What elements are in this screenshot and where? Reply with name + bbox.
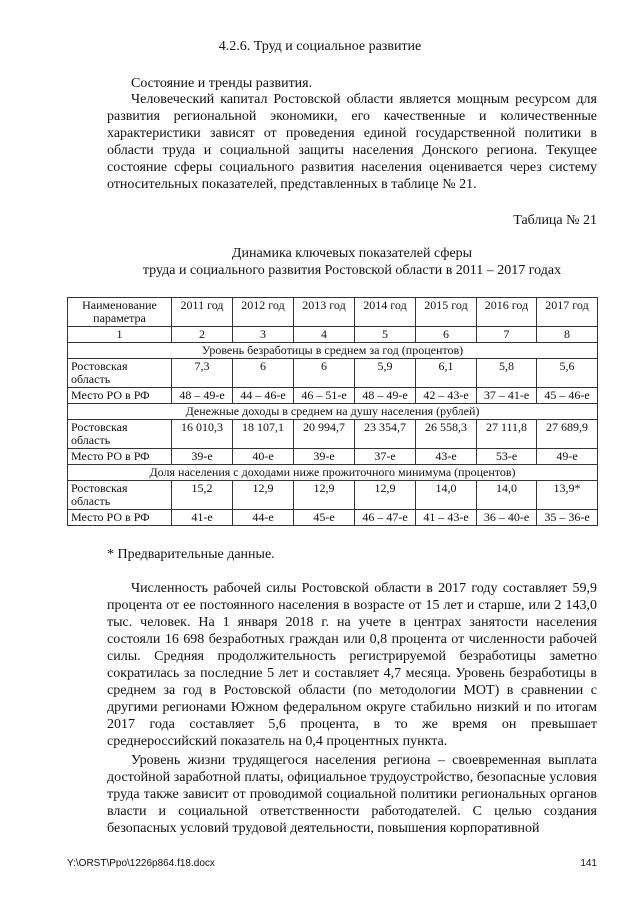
value-cell: 48 – 49-е (355, 388, 416, 404)
intro-line-text: Состояние и тренды развития. (131, 76, 313, 91)
section-title: Уровень безработицы в среднем за год (процентов) (68, 343, 598, 359)
value-cell: 45-е (294, 510, 355, 526)
paragraph-2 (107, 580, 597, 750)
section-title: Доля населения с доходами ниже прожиточного минимума (процентов) (68, 465, 598, 481)
value-cell: 53-е (477, 449, 537, 465)
number-cell: 4 (294, 327, 355, 343)
value-cell: 41-е (172, 510, 233, 526)
intro-line (107, 75, 597, 92)
table-title (107, 245, 597, 279)
paragraph-1-text: Человеческий капитал Ростовской области является мощным ресурсом для развития региональной экономики, его качественные и количественные характеристики зависят от проведения единой государственной политики в области труда и социальной защиты населения Донского региона. Текущее состояние сферы социального развития населения оценивается через систему относительных показателей, представленных в таблице № 21. (107, 92, 597, 192)
row-label: Ростовская область (68, 481, 172, 510)
value-cell: 40-е (233, 449, 294, 465)
table-row (68, 388, 598, 404)
value-cell: 7,3 (172, 359, 233, 388)
header-cell: 2011 год (172, 298, 233, 327)
value-cell: 39-е (172, 449, 233, 465)
number-cell: 6 (416, 327, 477, 343)
value-cell: 39-е (294, 449, 355, 465)
section-row (68, 343, 598, 359)
header-cell: Наименование параметра (68, 298, 172, 327)
header-cell: 2016 год (477, 298, 537, 327)
header-cell: 2017 год (537, 298, 598, 327)
value-cell: 43-е (416, 449, 477, 465)
value-cell: 16 010,3 (172, 420, 233, 449)
value-cell: 15,2 (172, 481, 233, 510)
value-cell: 12,9 (233, 481, 294, 510)
value-cell: 26 558,3 (416, 420, 477, 449)
value-cell: 46 – 47-е (355, 510, 416, 526)
header-cell: 2012 год (233, 298, 294, 327)
value-cell: 49-е (537, 449, 598, 465)
value-cell: 6 (233, 359, 294, 388)
section-row (68, 404, 598, 420)
section-row (68, 465, 598, 481)
value-cell: 35 – 36-е (537, 510, 598, 526)
table-row (68, 420, 598, 449)
table-row (68, 481, 598, 510)
table-row (68, 510, 598, 526)
table-title-line-2: труда и социального развития Ростовской области в 2011 – 2017 годах (142, 263, 562, 278)
row-label: Место РО в РФ (68, 449, 172, 465)
value-cell: 5,9 (355, 359, 416, 388)
value-cell: 6 (294, 359, 355, 388)
value-cell: 45 – 46-е (537, 388, 598, 404)
number-cell: 7 (477, 327, 537, 343)
row-label: Ростовская область (68, 359, 172, 388)
value-cell: 6,1 (416, 359, 477, 388)
value-cell: 5,6 (537, 359, 598, 388)
header-cell: 2013 год (294, 298, 355, 327)
number-cell: 1 (68, 327, 172, 343)
value-cell: 27 111,8 (477, 420, 537, 449)
paragraph-3 (107, 752, 597, 837)
value-cell: 18 107,1 (233, 420, 294, 449)
row-label: Место РО в РФ (68, 510, 172, 526)
footer-file-path: Y:\ORST\Ppo\1226p864.f18.docx (67, 858, 215, 869)
footer-page-number: 141 (580, 858, 597, 869)
value-cell: 37-е (355, 449, 416, 465)
table-number-row (68, 327, 598, 343)
value-cell: 12,9 (294, 481, 355, 510)
value-cell: 36 – 40-е (477, 510, 537, 526)
number-cell: 3 (233, 327, 294, 343)
value-cell: 12,9 (355, 481, 416, 510)
number-cell: 5 (355, 327, 416, 343)
indicators-table (67, 297, 598, 526)
footnote: * Предварительные данные. (107, 547, 275, 562)
value-cell: 41 – 43-е (416, 510, 477, 526)
value-cell: 5,8 (477, 359, 537, 388)
value-cell: 14,0 (416, 481, 477, 510)
value-cell: 44-е (233, 510, 294, 526)
value-cell: 44 – 46-е (233, 388, 294, 404)
table-row (68, 359, 598, 388)
header-cell: 2014 год (355, 298, 416, 327)
row-label: Ростовская область (68, 420, 172, 449)
value-cell: 46 – 51-е (294, 388, 355, 404)
table-label: Таблица № 21 (513, 213, 597, 228)
paragraph-2-text: Численность рабочей силы Ростовской области в 2017 году составляет 59,9 процента от ее постоянного населения в возрасте от 15 лет и старше, или 2 143,0 тыс. человек. На 1 января 2018 г. на учете в центрах занятости населения состояли 16 698 безработных граждан или 0,8 процента от численности рабочей силы. Средняя продолжительность регистрируемой безработицы заметно сократилась за последние 5 лет и составляет 4,7 месяца. Уровень безработицы в среднем за год в Ростовской области (по методологии МОТ) в сравнении с другими регионами Южном федеральном округе стабильно низкий и по итогам 2017 года составляет 5,6 процента, в то же время он превышает среднероссийский показатель на 0,4 процентных пункта. (107, 581, 597, 749)
table-title-line-1: Динамика ключевых показателей сферы (231, 246, 473, 261)
paragraph-1 (107, 91, 597, 193)
value-cell: 23 354,7 (355, 420, 416, 449)
value-cell: 48 – 49-е (172, 388, 233, 404)
table-header-row (68, 298, 598, 327)
row-label: Место РО в РФ (68, 388, 172, 404)
value-cell: 42 – 43-е (416, 388, 477, 404)
section-title: Денежные доходы в среднем на душу населения (рублей) (68, 404, 598, 420)
value-cell: 14,0 (477, 481, 537, 510)
value-cell: 20 994,7 (294, 420, 355, 449)
paragraph-3-text: Уровень жизни трудящегося населения региона – своевременная выплата достойной заработной платы, официальное трудоустройство, безопасные условия труда также зависит от проводимой социальной политики региональных органов власти и социальной ответственности работодателей. С целью создания безопасных условий трудовой деятельности, повышения корпоративной (107, 753, 597, 836)
header-cell: 2015 год (416, 298, 477, 327)
number-cell: 2 (172, 327, 233, 343)
value-cell: 27 689,9 (537, 420, 598, 449)
value-cell: 37 – 41-е (477, 388, 537, 404)
value-cell: 13,9* (537, 481, 598, 510)
number-cell: 8 (537, 327, 598, 343)
table-row (68, 449, 598, 465)
section-heading: 4.2.6. Труд и социальное развитие (218, 39, 422, 54)
